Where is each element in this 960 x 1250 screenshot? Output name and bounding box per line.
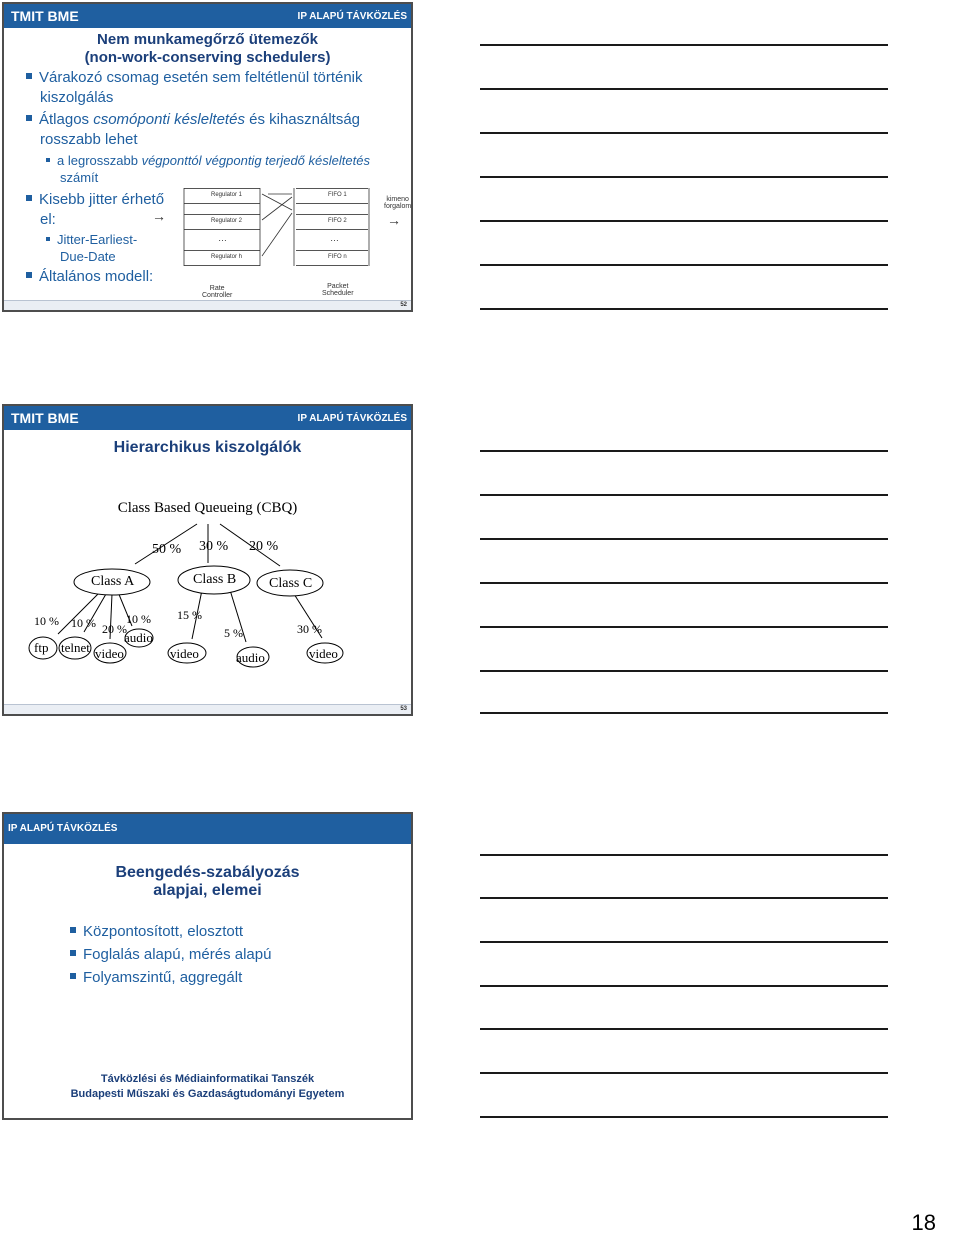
note-line <box>480 626 888 628</box>
slide-54 <box>2 812 413 1120</box>
leaf-ftp: ftp <box>34 640 49 655</box>
leaf-percent: 10 % <box>34 614 59 628</box>
fifo-2-label: FIFO 2 <box>328 218 347 224</box>
note-line <box>480 538 888 540</box>
note-line <box>480 712 888 714</box>
sub-bullet-item: Jitter-Earliest-Due-Date <box>46 231 156 265</box>
note-line <box>480 897 888 899</box>
bullet-icon <box>70 973 76 979</box>
bullet-item: Átlagos csomóponti késleltetés és kihasználtság rosszabb lehet <box>26 110 396 150</box>
slide-number: 52 <box>400 302 407 308</box>
note-line <box>480 450 888 452</box>
leaf-percent: 10 % <box>126 612 151 626</box>
leaf-percent: 15 % <box>177 608 202 622</box>
note-line <box>480 1072 888 1074</box>
leaf-video: video <box>95 646 124 661</box>
sub-bullet-item: a legrosszabb végponttól végpontig terjedő késleltetés számít <box>26 152 396 186</box>
regulator-dots: … <box>218 233 227 243</box>
fifo-1-label: FIFO 1 <box>328 192 347 198</box>
note-line <box>480 176 888 178</box>
note-line <box>480 941 888 943</box>
slide-title: Beengedés-szabályozás alapjai, elemei <box>115 864 300 899</box>
note-line <box>480 670 888 672</box>
leaf-telnet: telnet <box>61 640 90 655</box>
note-line <box>480 44 888 46</box>
regulator-2-label: Regulator 2 <box>211 218 243 224</box>
bullet-item: Várakozó csomag esetén sem feltétlenül történik kiszolgálás <box>26 68 396 108</box>
note-line <box>480 132 888 134</box>
leaf-percent: 10 % <box>71 616 96 630</box>
leaf-percent: 5 % <box>224 626 243 640</box>
percent-class-c: 20 % <box>249 539 279 554</box>
rate-controller-label: Rate Controller <box>202 285 233 299</box>
fifo-n-label: FIFO n <box>328 254 347 260</box>
leaf-audio: audio <box>236 650 265 665</box>
slide-footer: Távközlési és Médiainformatikai Tanszék Budapesti Műszaki és Gazdaságtudományi Egyetem <box>70 1073 345 1100</box>
bullet-item: Foglalás alapú, mérés alapú <box>70 943 271 966</box>
leaf-video: video <box>170 646 199 661</box>
input-arrow: → <box>152 208 166 224</box>
leaf-video: video <box>309 646 338 661</box>
cbq-title: Class Based Queueing (CBQ) <box>117 500 298 516</box>
regulator-h-label: Regulator h <box>211 254 243 260</box>
output-arrow: → <box>387 212 401 228</box>
percent-class-b: 30 % <box>199 539 229 554</box>
class-a-node: Class A <box>91 574 135 589</box>
slide-title: Hierarchikus kiszolgálók <box>113 439 302 456</box>
page-number: 18 <box>911 1210 936 1235</box>
slide-number: 53 <box>400 706 407 712</box>
note-line <box>480 494 888 496</box>
slide-footer-bar <box>4 704 411 714</box>
cbq-tree-lines <box>4 406 411 714</box>
notes-lines-53 <box>480 450 888 720</box>
packet-scheduler-label: Packet Scheduler <box>322 283 354 297</box>
header-right: IP ALAPÚ TÁVKÖZLÉS <box>297 11 407 22</box>
slide-52 <box>2 2 413 312</box>
class-b-node: Class B <box>193 572 237 587</box>
bullet-item: Általános modell: <box>26 267 153 287</box>
output-traffic-label: kimeno forgalom <box>384 196 412 210</box>
slide-header <box>4 814 411 844</box>
class-c-node: Class C <box>269 576 313 591</box>
note-line <box>480 582 888 584</box>
bullet-icon <box>70 950 76 956</box>
header-left: TMIT BME <box>11 8 79 24</box>
header-right: IP ALAPÚ TÁVKÖZLÉS <box>297 413 407 424</box>
percent-class-a: 50 % <box>152 542 182 557</box>
slide-footer-bar <box>4 300 411 310</box>
note-line <box>480 88 888 90</box>
bullet-icon <box>70 927 76 933</box>
slide-53 <box>2 404 413 716</box>
regulator-1-label: Regulator 1 <box>211 192 243 198</box>
header-left: IP ALAPÚ TÁVKÖZLÉS <box>8 823 118 834</box>
bullet-item: Központosított, elosztott <box>70 920 271 943</box>
notes-lines-52 <box>480 44 888 314</box>
bullet-list <box>70 920 271 989</box>
slide-title: Nem munkamegőrző ütemezők (non-work-conserving schedulers) <box>84 31 331 66</box>
header-left: TMIT BME <box>11 410 79 426</box>
notes-lines-54 <box>480 854 888 1124</box>
note-line <box>480 220 888 222</box>
scheduler-diagram <box>4 4 411 310</box>
note-line <box>480 264 888 266</box>
note-line <box>480 1028 888 1030</box>
note-line <box>480 854 888 856</box>
leaf-percent: 30 % <box>297 622 322 636</box>
bullet-item: Kisebb jitter érhető el: <box>26 190 176 230</box>
bullet-item: Folyamszintű, aggregált <box>70 966 271 989</box>
fifo-dots: … <box>330 233 339 243</box>
leaf-audio: audio <box>124 630 153 645</box>
leaf-percent: 20 % <box>102 622 127 636</box>
note-line <box>480 985 888 987</box>
note-line <box>480 1116 888 1118</box>
note-line <box>480 308 888 310</box>
